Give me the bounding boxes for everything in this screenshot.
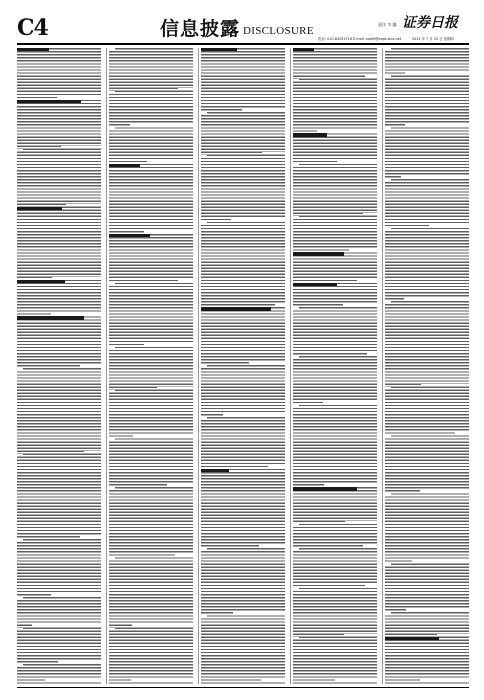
paragraph-indent <box>293 79 299 81</box>
page-header <box>0 0 484 44</box>
line-end-gap <box>405 72 469 74</box>
paragraph-indent <box>385 75 391 77</box>
line-end-gap <box>157 387 193 389</box>
paragraph-indent <box>109 390 115 392</box>
paragraph-indent <box>201 365 207 367</box>
line-end-gap <box>335 679 377 681</box>
paragraph-indent <box>17 628 23 630</box>
line-end-gap <box>52 277 101 279</box>
line-end-gap <box>57 97 101 99</box>
line-end-gap <box>61 146 101 148</box>
paragraph-indent <box>385 612 391 614</box>
line-end-gap <box>178 88 193 90</box>
line-end-gap <box>455 432 470 434</box>
bold-heading-line <box>201 48 237 51</box>
line-end-gap <box>144 231 193 233</box>
text-block <box>293 48 377 684</box>
line-end-gap <box>80 365 101 367</box>
line-end-gap <box>323 402 377 404</box>
line-end-gap <box>223 414 285 416</box>
paragraph-indent <box>201 155 207 157</box>
text-column-1 <box>17 48 101 684</box>
bold-heading-line <box>17 48 49 51</box>
line-end-gap <box>242 109 285 111</box>
line-end-gap <box>261 679 285 681</box>
paragraph-indent <box>293 307 299 309</box>
paragraph-indent <box>293 356 299 358</box>
line-end-gap <box>317 130 377 132</box>
bold-heading-line <box>293 283 337 286</box>
bold-heading-line <box>385 637 439 640</box>
line-end-gap <box>337 161 377 163</box>
line-end-gap <box>147 161 193 163</box>
paragraph-indent <box>385 301 391 303</box>
paragraph-indent <box>109 48 115 50</box>
text-block <box>385 48 469 684</box>
line-end-gap <box>131 679 193 681</box>
newspaper-logo: 证券日报 <box>402 15 458 31</box>
line-end-gap <box>367 353 378 355</box>
line-end-gap <box>231 219 285 221</box>
line-end-gap <box>268 466 286 468</box>
paragraph-indent <box>293 588 299 590</box>
paragraph-indent <box>293 164 299 166</box>
bold-heading-line <box>293 133 327 136</box>
paragraph-indent <box>385 387 391 389</box>
line-end-gap <box>80 536 101 538</box>
line-end-gap <box>175 554 193 556</box>
bold-heading-line <box>17 207 62 210</box>
paragraph-indent <box>109 438 115 440</box>
bold-heading-line <box>17 280 65 283</box>
column-divider <box>382 48 383 684</box>
line-end-gap <box>420 679 470 681</box>
paragraph-indent <box>17 597 23 599</box>
text-column-4 <box>293 48 377 684</box>
page-number: C4 <box>17 15 48 41</box>
line-end-gap <box>404 298 469 300</box>
column-divider <box>290 48 291 684</box>
line-end-gap <box>133 435 193 437</box>
article-body <box>17 48 469 684</box>
line-end-gap <box>259 545 285 547</box>
line-end-gap <box>324 484 377 486</box>
paragraph-indent <box>201 548 207 550</box>
section-title: 信息披露 <box>160 18 241 40</box>
column-divider <box>106 48 107 684</box>
paragraph-indent <box>109 487 115 489</box>
line-end-gap <box>144 344 193 346</box>
line-end-gap <box>345 521 377 523</box>
line-end-gap <box>363 213 377 215</box>
line-end-gap <box>32 624 101 626</box>
paragraph-indent <box>385 493 391 495</box>
text-column-3 <box>201 48 285 684</box>
line-end-gap <box>349 249 377 251</box>
paragraph-indent <box>109 628 115 630</box>
paragraph-indent <box>17 539 23 541</box>
line-end-gap <box>233 612 285 614</box>
line-end-gap <box>401 176 469 178</box>
line-end-gap <box>45 679 101 681</box>
line-end-gap <box>178 280 193 282</box>
line-end-gap <box>420 490 469 492</box>
line-end-gap <box>412 560 469 562</box>
header-rule <box>17 43 469 45</box>
section-title-english: DISCLOSURE <box>243 25 314 37</box>
line-end-gap <box>132 624 194 626</box>
line-end-gap <box>51 594 101 596</box>
bold-heading-line <box>17 316 84 319</box>
paragraph-indent <box>109 557 115 559</box>
line-end-gap <box>421 384 469 386</box>
text-block <box>201 48 285 684</box>
line-end-gap <box>363 545 377 547</box>
paragraph-indent <box>385 228 391 230</box>
paragraph-indent <box>293 637 299 639</box>
paragraph-indent <box>109 347 115 349</box>
column-divider <box>198 48 199 684</box>
paragraph-indent <box>385 179 391 181</box>
text-column-2 <box>109 48 193 684</box>
paragraph-indent <box>201 417 207 419</box>
paragraph-indent <box>109 283 115 285</box>
issue-date: 2021 年 7 月 22 日 星期四 <box>412 37 454 41</box>
paragraph-indent <box>17 454 23 456</box>
line-end-gap <box>275 304 285 306</box>
bold-heading-line <box>293 252 344 255</box>
paragraph-indent <box>109 127 115 129</box>
paragraph-indent <box>385 435 391 437</box>
editor-credit: 责任 韦 编 <box>378 22 397 27</box>
line-end-gap <box>66 204 101 206</box>
bold-heading-line <box>293 487 357 490</box>
line-end-gap <box>357 280 377 282</box>
line-end-gap <box>130 124 193 126</box>
line-end-gap <box>84 451 101 453</box>
line-end-gap <box>406 609 469 611</box>
line-end-gap <box>344 634 377 636</box>
paragraph-indent <box>17 368 23 370</box>
line-end-gap <box>437 634 469 636</box>
paragraph-indent <box>201 615 207 617</box>
paragraph-indent <box>385 127 391 129</box>
bold-heading-line <box>109 164 140 167</box>
paragraph-indent <box>201 222 207 224</box>
text-column-5 <box>385 48 469 684</box>
line-end-gap <box>51 313 101 315</box>
line-end-gap <box>58 661 101 663</box>
bold-heading-line <box>109 234 150 237</box>
paragraph-indent <box>385 563 391 565</box>
bold-heading-line <box>293 48 314 51</box>
line-end-gap <box>262 152 285 154</box>
paragraph-indent <box>17 664 23 666</box>
paragraph-indent <box>293 405 299 407</box>
paragraph-indent <box>385 48 391 50</box>
paragraph-indent <box>109 91 115 93</box>
paragraph-indent <box>293 524 299 526</box>
text-block <box>109 48 193 684</box>
line-end-gap <box>343 304 377 306</box>
paragraph-indent <box>293 548 299 550</box>
line-end-gap <box>429 225 469 227</box>
bold-heading-line <box>201 469 229 472</box>
line-end-gap <box>167 484 193 486</box>
bold-heading-line <box>17 100 81 103</box>
line-end-gap <box>249 362 286 364</box>
line-end-gap <box>365 585 377 587</box>
contact-line: 电话: 010-83251716 E-mail: zqrb9@zqrb.sina.net <box>318 37 402 41</box>
paragraph-indent <box>17 149 23 151</box>
paragraph-indent <box>201 112 207 114</box>
bold-heading-line <box>201 307 271 310</box>
line-end-gap <box>405 124 469 126</box>
line-end-gap <box>365 75 377 77</box>
paragraph-indent <box>293 216 299 218</box>
footer-rule <box>17 687 469 688</box>
